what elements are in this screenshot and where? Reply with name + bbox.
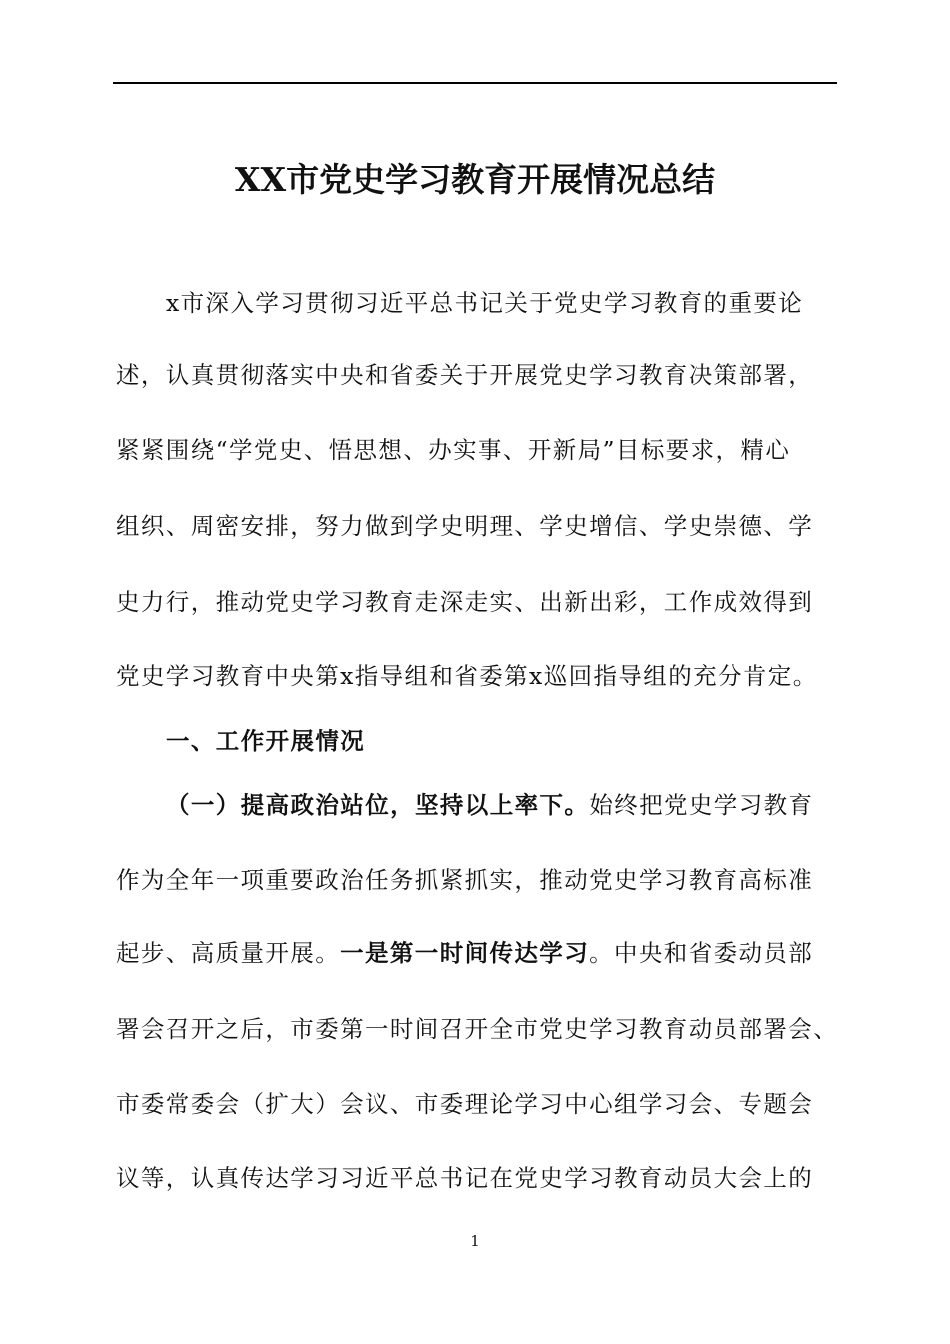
- header-rule: [113, 82, 837, 84]
- page-number: 1: [470, 1232, 480, 1250]
- paragraph-line: 史力行，推动党史学习教育走深走实、出新出彩，工作成效得到: [116, 588, 814, 616]
- paragraph-line: [166, 785, 813, 825]
- emphasis-text: 一是第一时间传达学习: [340, 939, 590, 967]
- paragraph-line: [116, 933, 813, 973]
- paragraph-text: 。中央和省委动员部: [589, 939, 814, 967]
- document-title: XX市党史学习教育开展情况总结: [234, 160, 716, 199]
- paragraph-line: 议等，认真传达学习习近平总书记在党史学习教育动员大会上的: [116, 1164, 814, 1192]
- paragraph-line: 述，认真贯彻落实中央和省委关于开展党史学习教育决策部署，: [116, 361, 814, 389]
- paragraph-text: 始终把党史学习教育: [589, 791, 814, 819]
- paragraph-line: 紧紧围绕“学党史、悟思想、办实事、开新局”目标要求，精心: [116, 436, 791, 464]
- paragraph-line: 党史学习教育中央第x指导组和省委第x巡回指导组的充分肯定。: [116, 662, 818, 690]
- paragraph-line: x市深入学习贯彻习近平总书记关于党史学习教育的重要论: [166, 289, 804, 317]
- paragraph-line: 作为全年一项重要政治任务抓紧抓实，推动党史学习教育高标准: [116, 866, 814, 894]
- section-heading: 一、工作开展情况: [166, 727, 366, 755]
- paragraph-line: 组织、周密安排，努力做到学史明理、学史增信、学史崇德、学: [116, 512, 814, 540]
- paragraph-line: 市委常委会（扩大）会议、市委理论学习中心组学习会、专题会: [116, 1090, 814, 1118]
- paragraph-line: 署会召开之后，市委第一时间召开全市党史学习教育动员部署会、: [116, 1015, 839, 1043]
- paragraph-text: 起步、高质量开展。: [116, 939, 341, 967]
- subsection-heading: （一）提高政治站位，坚持以上率下。: [166, 791, 590, 819]
